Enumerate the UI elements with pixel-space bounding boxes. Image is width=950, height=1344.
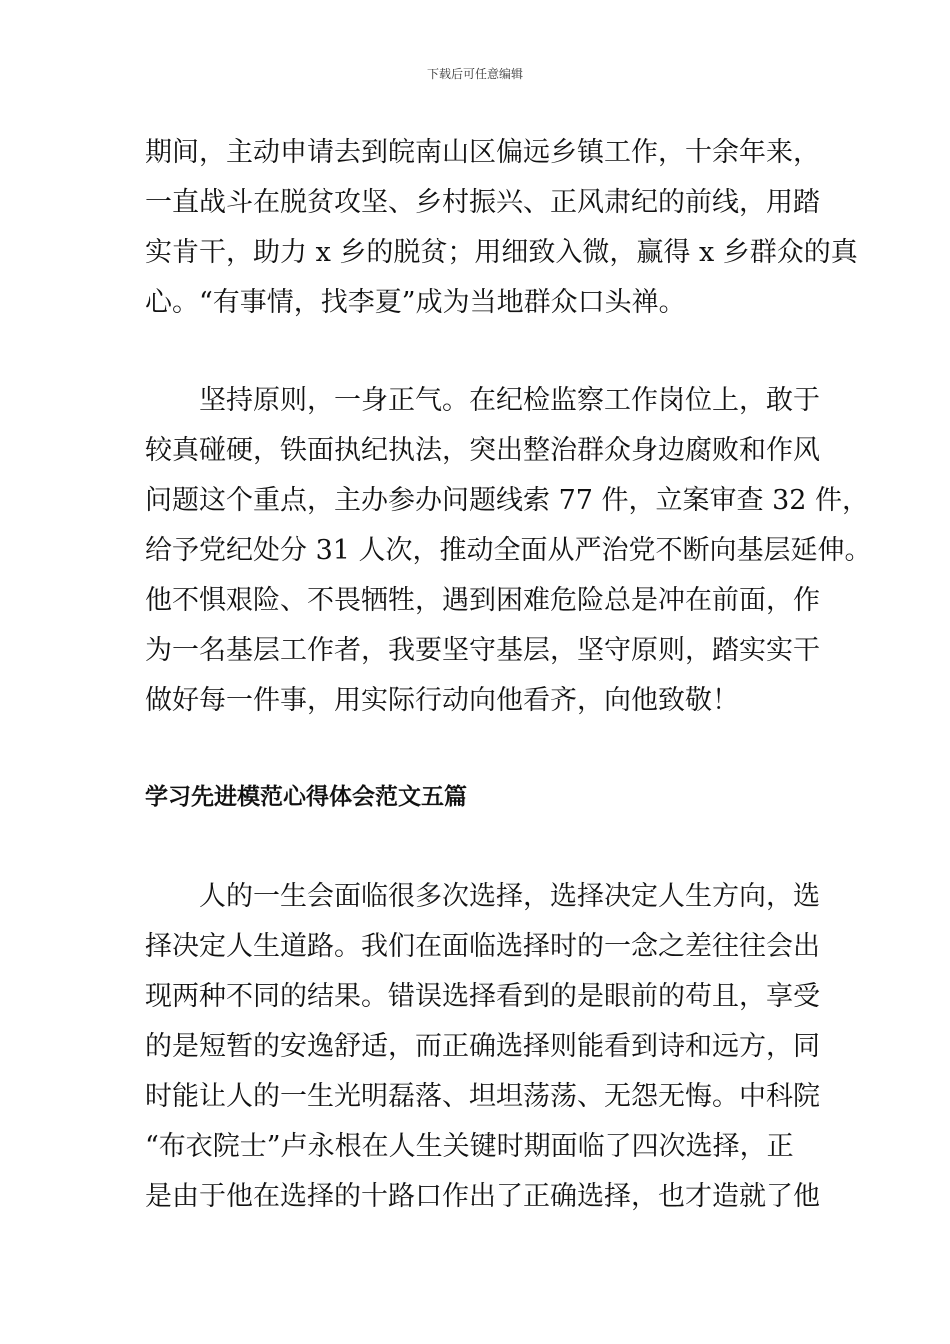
paragraph-line: 是由于他在选择的十路口作出了正确选择，也才造就了他 [145,1181,820,1212]
paragraph-line: 现两种不同的结果。错误选择看到的是眼前的苟且，享受 [145,981,820,1012]
paragraph-spacer [145,822,817,872]
paragraph-line: 一直战斗在脱贫攻坚、乡村振兴、正风肃纪的前线，用踏 [145,187,820,218]
section-title: 学习先进模范心得体会范文五篇 [145,783,467,810]
paragraph-line: 给予党纪处分 31 人次，推动全面从严治党不断向基层延伸。 [145,535,872,566]
paragraph-line: 人的一生会面临很多次选择，选择决定人生方向，选 [145,881,820,912]
paragraph-line: 问题这个重点，主办参办问题线索 77 件，立案审查 32 件， [145,485,870,516]
paragraph-line: 择决定人生道路。我们在面临选择时的一念之差往往会出 [145,931,820,962]
paragraph-2 [145,376,872,726]
paragraph-spacer [145,328,817,376]
page-header-note: 下载后可任意编辑 [426,67,523,81]
paragraph-line: 实肯干，助力 x 乡的脱贫；用细致入微，赢得 x 乡群众的真 [145,237,858,268]
paragraph-line: 期间，主动申请去到皖南山区偏远乡镇工作，十余年来， [145,137,820,168]
paragraph-line: 为一名基层工作者，我要坚守基层，坚守原则，踏实实干 [145,635,820,666]
paragraph-1 [145,128,858,328]
document-body [145,128,872,1222]
paragraph-line: 的是短暂的安逸舒适，而正确选择则能看到诗和远方，同 [145,1031,820,1062]
paragraph-line: 较真碰硬，铁面执纪执法，突出整治群众身边腐败和作风 [145,435,820,466]
paragraph-line: 坚持原则，一身正气。在纪检监察工作岗位上，敢于 [145,385,820,416]
paragraph-line: 时能让人的一生光明磊落、坦坦荡荡、无怨无悔。中科院 [145,1081,820,1112]
paragraph-line: 心。“有事情，找李夏”成为当地群众口头禅。 [145,287,686,318]
paragraph-line: 他不惧艰险、不畏牺牲，遇到困难危险总是冲在前面，作 [145,585,820,616]
paragraph-line: “布衣院士”卢永根在人生关键时期面临了四次选择，正 [145,1131,794,1162]
paragraph-line: 做好每一件事，用实际行动向他看齐，向他致敬！ [145,685,739,716]
paragraph-spacer [145,726,817,772]
paragraph-3 [145,872,820,1222]
